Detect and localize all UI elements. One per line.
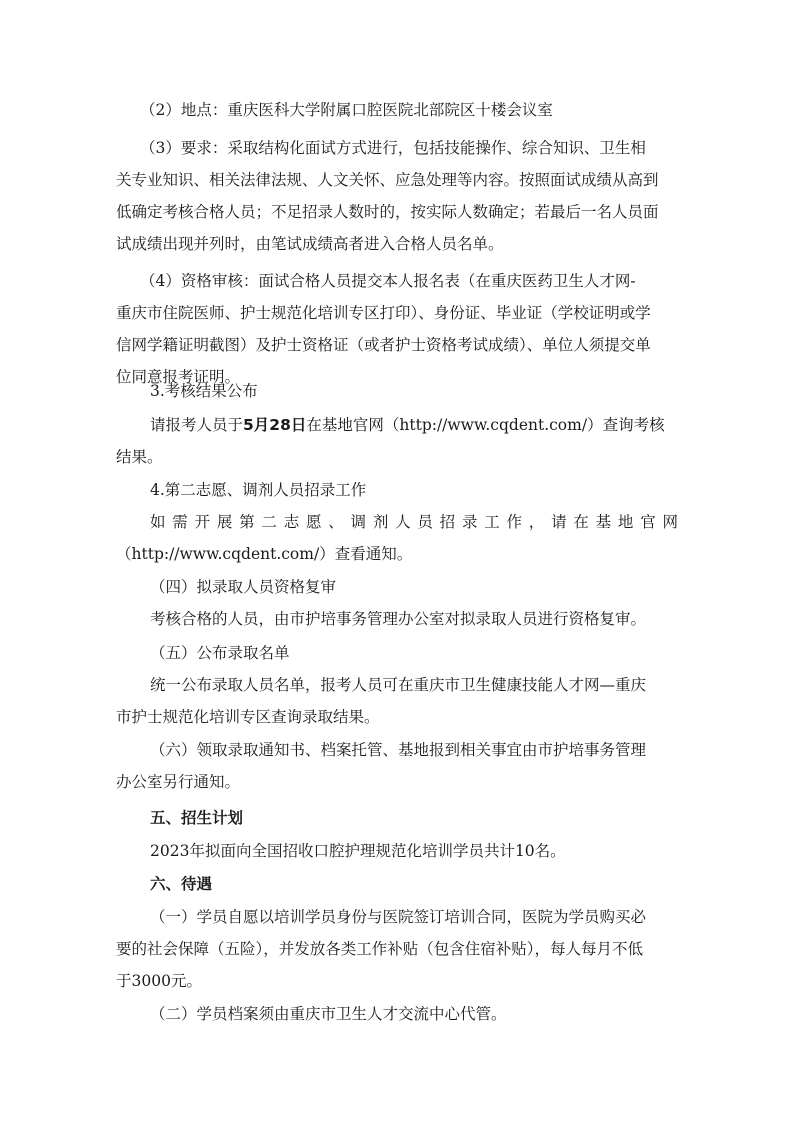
paragraph-requirements-line1: （3）要求：采取结构化面试方式进行，包括技能操作、综合知识、卫生相 — [140, 139, 646, 157]
section-heading-announce-admission: （五）公布录取名单 — [150, 644, 290, 662]
section-heading-second-choice: 4.第二志愿、调剂人员招录工作 — [150, 481, 367, 499]
paragraph-benefits-1-line3: 于3000元。 — [116, 972, 202, 990]
section-heading-requalification: （四）拟录取人员资格复审 — [150, 578, 337, 596]
paragraph-benefits-1-line1: （一）学员自愿以培训学员身份与医院签订培训合同，医院为学员购买必 — [150, 908, 647, 926]
paragraph-requirements-line2: 关专业知识、相关法律法规、人文关怀、应急处理等内容。按照面试成绩从高到 — [116, 171, 659, 189]
paragraph-benefits-2: （二）学员档案须由重庆市卫生人才交流中心代管。 — [150, 1005, 507, 1023]
result-text-prefix: 请报考人员于 — [150, 416, 244, 434]
paragraph-qualification-line2: 重庆市住院医师、护士规范化培训专区打印）、身份证、毕业证（学校证明或学 — [116, 304, 651, 322]
section-heading-benefits: 六、待遇 — [150, 875, 213, 893]
paragraph-second-choice-line2: （http://www.cqdent.com/）查看通知。 — [116, 545, 413, 563]
paragraph-qualification-line3: 信网学籍证明截图）及护士资格证（或者护士资格考试成绩）、单位人须提交单 — [116, 336, 651, 354]
result-date: 5月28日 — [243, 416, 307, 434]
paragraph-requalification: 考核合格的人员，由市护培事务管理办公室对拟录取人员进行资格复审。 — [150, 610, 647, 628]
paragraph-location: （2）地点：重庆医科大学附属口腔医院北部院区十楼会议室 — [140, 101, 553, 119]
paragraph-requirements-line4: 试成绩出现并列时，由笔试成绩高者进入合格人员名单。 — [116, 235, 504, 253]
paragraph-qualification-line4: 位同意报考证明。 — [116, 368, 241, 386]
paragraph-result-line2: 结果。 — [116, 448, 163, 466]
paragraph-announce-line2: 市护士规范化培训专区查询录取结果。 — [116, 708, 380, 726]
paragraph-qualification-line1: （4）资格审核：面试合格人员提交本人报名表（在重庆医药卫生人才网- — [140, 272, 636, 290]
section-heading-enrollment-plan: 五、招生计划 — [150, 809, 244, 827]
paragraph-result-line1 — [150, 415, 665, 435]
paragraph-notice-line2: 办公室另行通知。 — [116, 773, 241, 791]
paragraph-benefits-1-line2: 要的社会保障（五险），并发放各类工作补贴（包含住宿补贴），每人每月不低 — [116, 940, 644, 958]
paragraph-enrollment-plan: 2023年拟面向全国招收口腔护理规范化培训学员共计10名。 — [150, 842, 566, 860]
paragraph-second-choice-line1: 如需开展第二志愿、调剂人员招录工作，请在基地官网 — [150, 513, 678, 531]
paragraph-notice-line1: （六）领取录取通知书、档案托管、基地报到相关事宜由市护培事务管理 — [150, 741, 647, 759]
result-text-suffix: 在基地官网（http://www.cqdent.com/）查询考核 — [306, 416, 665, 434]
paragraph-announce-line1: 统一公布录取人员名单，报考人员可在重庆市卫生健康技能人才网—重庆 — [150, 676, 647, 694]
section-heading-result-announcement: 3.考核结果公布 — [150, 382, 258, 400]
paragraph-requirements-line3: 低确定考核合格人员；不足招录人数时的，按实际人数确定；若最后一名人员面 — [116, 203, 659, 221]
